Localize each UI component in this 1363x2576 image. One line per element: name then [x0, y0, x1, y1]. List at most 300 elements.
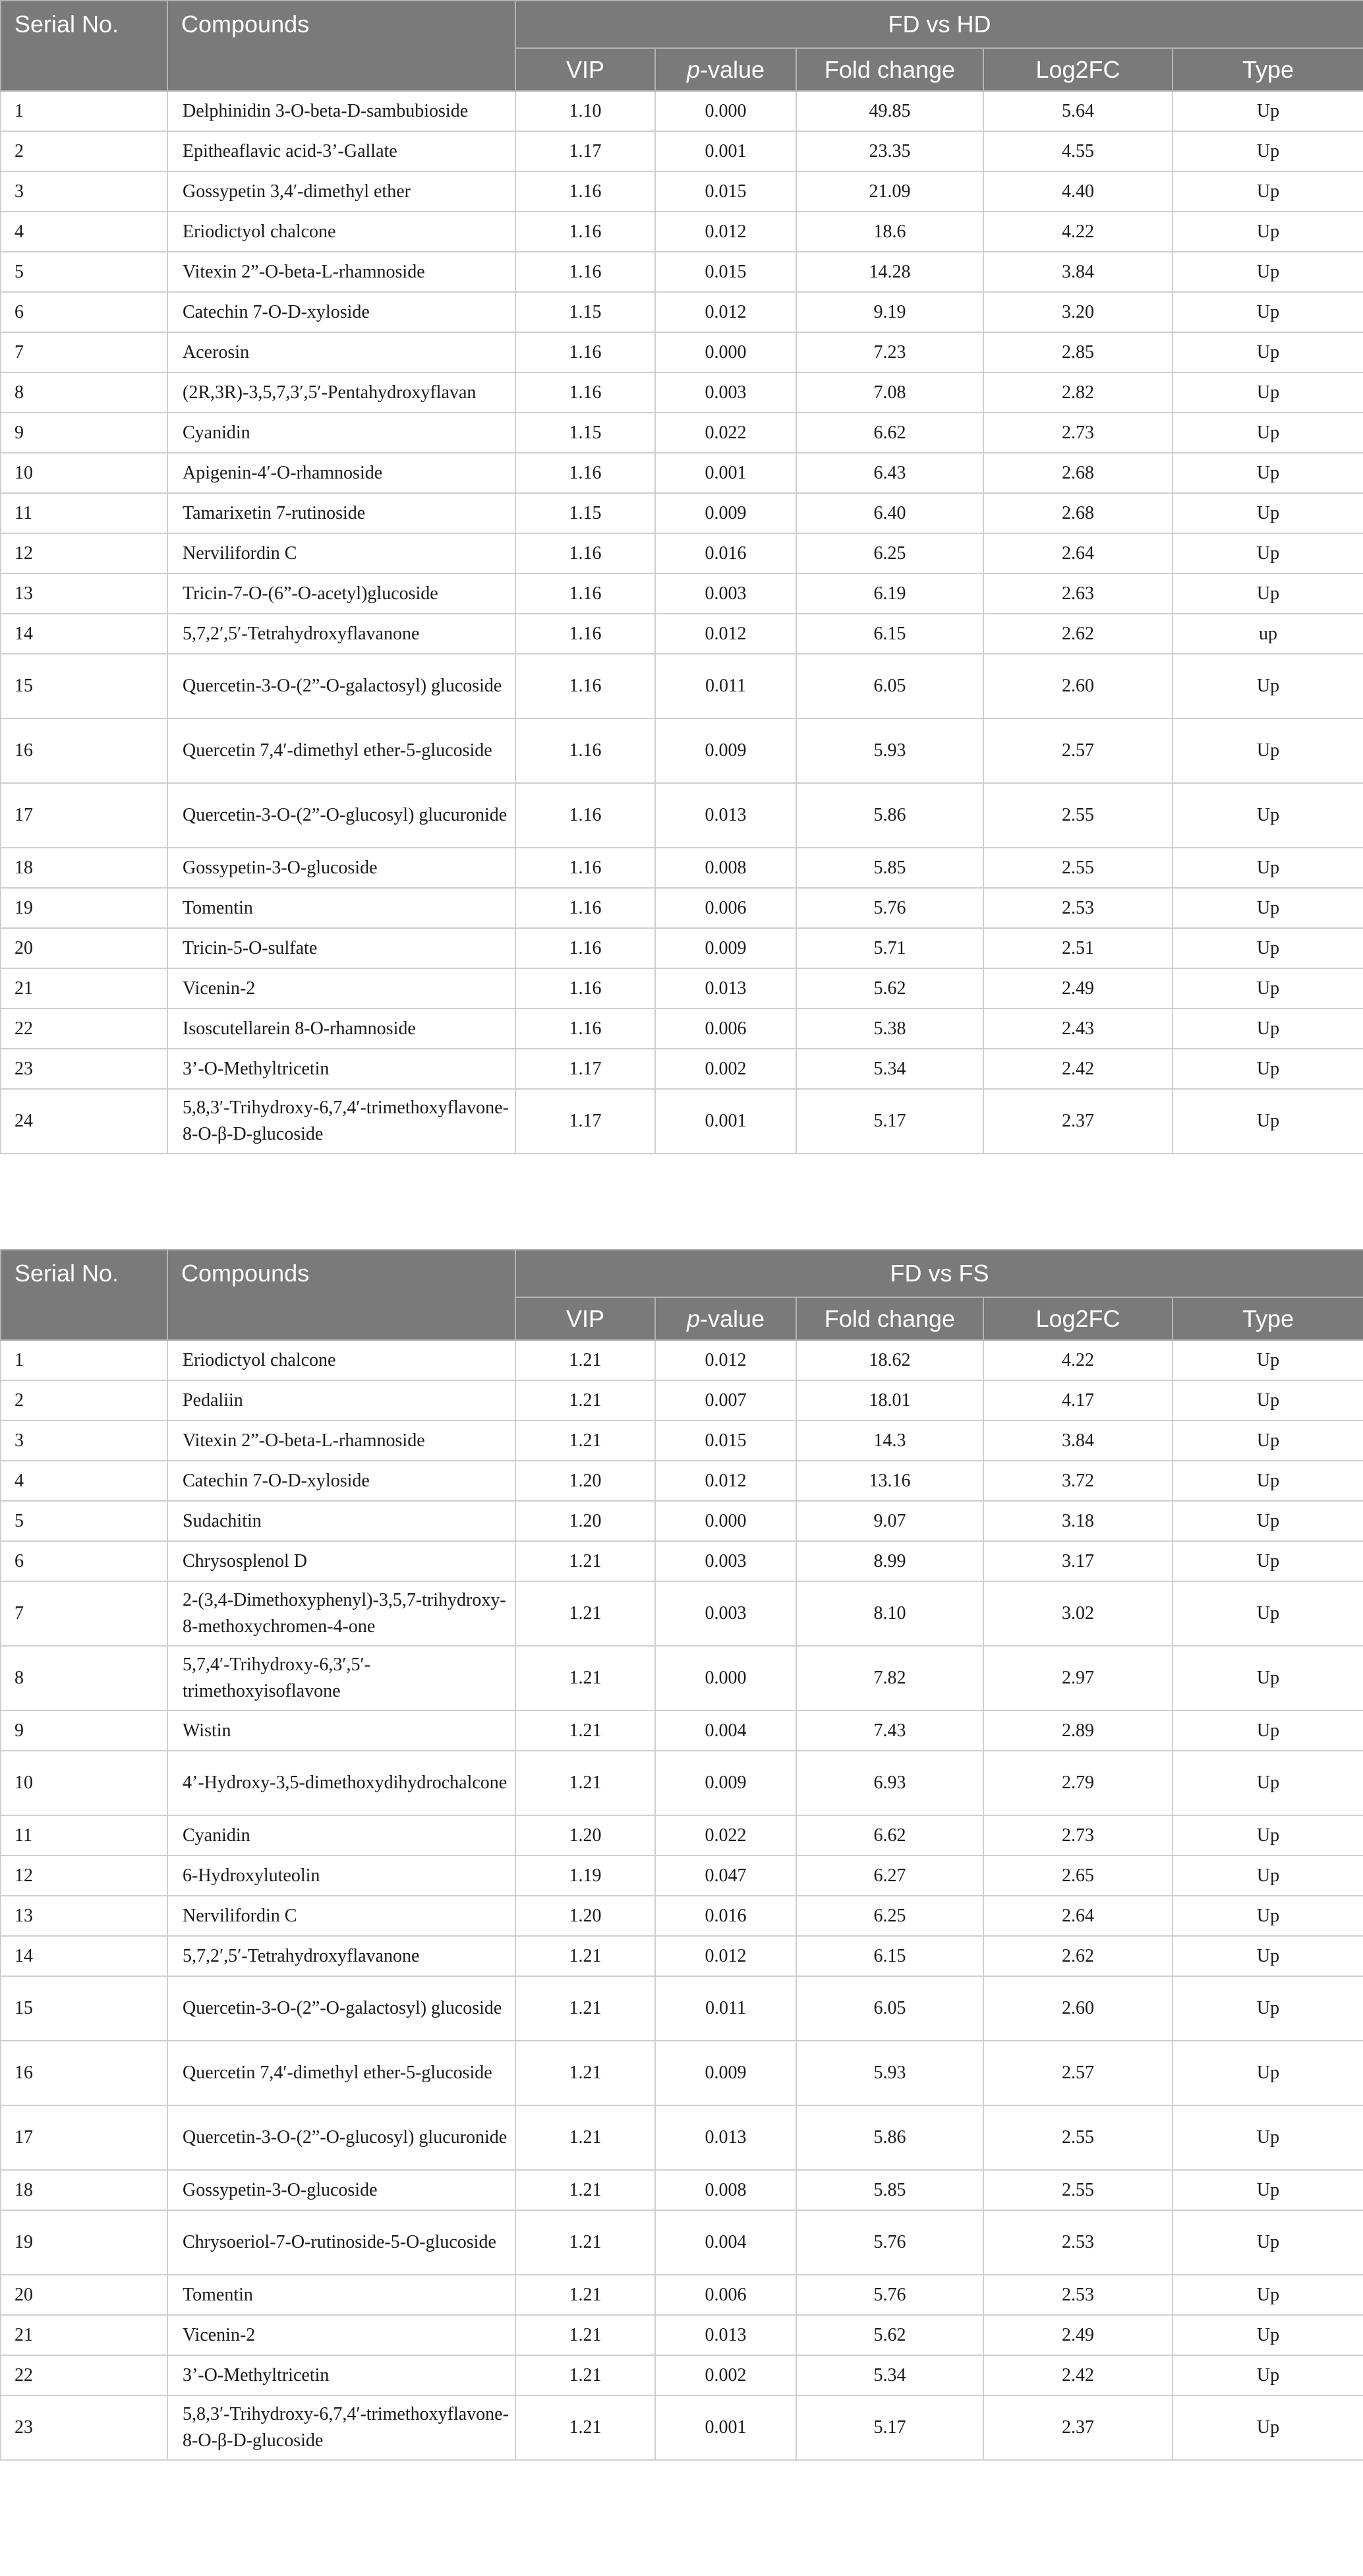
cell-log2fc: 2.89: [983, 1711, 1173, 1751]
cell-serial: 3: [1, 171, 167, 212]
cell-serial: 11: [1, 1815, 167, 1856]
cell-pvalue: 0.015: [655, 252, 796, 292]
table-row: [1, 614, 1363, 654]
cell-vip: 1.15: [515, 292, 655, 332]
table-row: [1, 2395, 1363, 2460]
cell-vip: 1.16: [515, 888, 655, 928]
cell-fold-change: 5.34: [796, 2355, 983, 2395]
header-group: FD vs FS: [515, 1250, 1363, 1297]
cell-compound: Gossypetin-3-O-glucoside: [167, 2170, 515, 2210]
cell-type: Up: [1173, 1501, 1363, 1541]
cell-log2fc: 4.40: [983, 171, 1173, 212]
cell-vip: 1.21: [515, 1936, 655, 1976]
cell-pvalue: 0.012: [655, 1461, 796, 1501]
cell-log2fc: 2.68: [983, 453, 1173, 493]
cell-compound: Apigenin-4′-O-rhamnoside: [167, 453, 515, 493]
cell-vip: 1.16: [515, 928, 655, 968]
cell-fold-change: 6.62: [796, 1815, 983, 1856]
cell-vip: 1.16: [515, 573, 655, 614]
header-compounds: Compounds: [167, 1, 515, 91]
cell-fold-change: 7.43: [796, 1711, 983, 1751]
cell-type: Up: [1173, 332, 1363, 372]
table-row: [1, 848, 1363, 888]
cell-log2fc: 3.17: [983, 1541, 1173, 1581]
table-row: [1, 91, 1363, 131]
cell-pvalue: 0.022: [655, 1815, 796, 1856]
table-row: [1, 1646, 1363, 1711]
cell-vip: 1.16: [515, 453, 655, 493]
cell-pvalue: 0.015: [655, 171, 796, 212]
table-row: [1, 1049, 1363, 1089]
table-row: [1, 928, 1363, 968]
cell-pvalue: 0.002: [655, 1049, 796, 1089]
cell-type: Up: [1173, 2275, 1363, 2315]
cell-fold-change: 21.09: [796, 171, 983, 212]
cell-pvalue: 0.013: [655, 783, 796, 848]
cell-fold-change: 5.93: [796, 718, 983, 783]
cell-vip: 1.21: [515, 2355, 655, 2395]
cell-log2fc: 2.42: [983, 1049, 1173, 1089]
cell-compound: 5,7,2′,5′-Tetrahydroxyflavanone: [167, 614, 515, 654]
cell-fold-change: 8.10: [796, 1581, 983, 1646]
cell-vip: 1.16: [515, 848, 655, 888]
cell-serial: 19: [1, 888, 167, 928]
cell-pvalue: 0.047: [655, 1856, 796, 1896]
cell-log2fc: 2.53: [983, 888, 1173, 928]
cell-serial: 4: [1, 1461, 167, 1501]
cell-vip: 1.15: [515, 413, 655, 453]
cell-type: Up: [1173, 2210, 1363, 2275]
header-serial: Serial No.: [1, 1250, 167, 1340]
cell-pvalue: 0.000: [655, 1646, 796, 1711]
cell-pvalue: 0.012: [655, 292, 796, 332]
cell-pvalue: 0.006: [655, 888, 796, 928]
cell-serial: 23: [1, 2395, 167, 2460]
cell-pvalue: 0.013: [655, 968, 796, 1009]
cell-vip: 1.16: [515, 212, 655, 252]
table-row: [1, 1420, 1363, 1461]
table-row: [1, 1501, 1363, 1541]
cell-pvalue: 0.013: [655, 2105, 796, 2170]
cell-pvalue: 0.012: [655, 1936, 796, 1976]
table-row: [1, 1896, 1363, 1936]
cell-vip: 1.16: [515, 783, 655, 848]
cell-serial: 12: [1, 1856, 167, 1896]
cell-fold-change: 9.19: [796, 292, 983, 332]
cell-log2fc: 2.60: [983, 654, 1173, 718]
cell-type: Up: [1173, 1646, 1363, 1711]
table-row: [1, 413, 1363, 453]
cell-pvalue: 0.009: [655, 1751, 796, 1815]
table-row: [1, 2170, 1363, 2210]
cell-serial: 17: [1, 2105, 167, 2170]
table-row: [1, 654, 1363, 718]
cell-vip: 1.16: [515, 533, 655, 573]
cell-vip: 1.16: [515, 171, 655, 212]
cell-fold-change: 6.15: [796, 614, 983, 654]
cell-fold-change: 5.85: [796, 2170, 983, 2210]
cell-vip: 1.20: [515, 1815, 655, 1856]
cell-fold-change: 6.93: [796, 1751, 983, 1815]
cell-fold-change: 5.85: [796, 848, 983, 888]
header-vip: VIP: [515, 48, 655, 91]
cell-compound: Isoscutellarein 8-O-rhamnoside: [167, 1009, 515, 1049]
cell-compound: (2R,3R)-3,5,7,3′,5′-Pentahydroxyflavan: [167, 372, 515, 413]
cell-type: Up: [1173, 453, 1363, 493]
cell-type: Up: [1173, 1581, 1363, 1646]
cell-fold-change: 7.08: [796, 372, 983, 413]
cell-compound: Wistin: [167, 1711, 515, 1751]
cell-fold-change: 5.38: [796, 1009, 983, 1049]
cell-vip: 1.21: [515, 1751, 655, 1815]
cell-fold-change: 5.86: [796, 2105, 983, 2170]
cell-log2fc: 2.65: [983, 1856, 1173, 1896]
header-fold-change: Fold change: [796, 48, 983, 91]
cell-pvalue: 0.016: [655, 533, 796, 573]
cell-serial: 10: [1, 453, 167, 493]
cell-log2fc: 2.53: [983, 2275, 1173, 2315]
cell-compound: 3’-O-Methyltricetin: [167, 2355, 515, 2395]
cell-serial: 9: [1, 413, 167, 453]
cell-compound: 6-Hydroxyluteolin: [167, 1856, 515, 1896]
table-row: [1, 2210, 1363, 2275]
cell-serial: 13: [1, 1896, 167, 1936]
cell-serial: 13: [1, 573, 167, 614]
cell-pvalue: 0.001: [655, 453, 796, 493]
cell-pvalue: 0.009: [655, 718, 796, 783]
cell-log2fc: 2.62: [983, 614, 1173, 654]
cell-vip: 1.20: [515, 1461, 655, 1501]
cell-type: Up: [1173, 1420, 1363, 1461]
cell-serial: 8: [1, 372, 167, 413]
header-compounds: Compounds: [167, 1250, 515, 1340]
cell-log2fc: 5.64: [983, 91, 1173, 131]
cell-serial: 5: [1, 252, 167, 292]
cell-vip: 1.20: [515, 1501, 655, 1541]
table-row: [1, 1711, 1363, 1751]
cell-type: Up: [1173, 1936, 1363, 1976]
cell-compound: Cyanidin: [167, 413, 515, 453]
cell-pvalue: 0.013: [655, 2315, 796, 2355]
cell-serial: 6: [1, 1541, 167, 1581]
cell-serial: 14: [1, 614, 167, 654]
cell-fold-change: 5.93: [796, 2041, 983, 2105]
cell-pvalue: 0.012: [655, 614, 796, 654]
cell-type: Up: [1173, 1089, 1363, 1154]
table-row: [1, 1461, 1363, 1501]
cell-log2fc: 3.02: [983, 1581, 1173, 1646]
cell-log2fc: 2.57: [983, 2041, 1173, 2105]
cell-type: Up: [1173, 2355, 1363, 2395]
cell-log2fc: 2.85: [983, 332, 1173, 372]
cell-serial: 6: [1, 292, 167, 332]
cell-serial: 21: [1, 2315, 167, 2355]
cell-fold-change: 18.62: [796, 1340, 983, 1380]
cell-serial: 15: [1, 654, 167, 718]
table-row: [1, 2041, 1363, 2105]
cell-serial: 18: [1, 848, 167, 888]
table-row: [1, 1380, 1363, 1420]
cell-fold-change: 5.76: [796, 2210, 983, 2275]
cell-pvalue: 0.002: [655, 2355, 796, 2395]
cell-fold-change: 8.99: [796, 1541, 983, 1581]
cell-fold-change: 5.34: [796, 1049, 983, 1089]
cell-vip: 1.21: [515, 2395, 655, 2460]
cell-fold-change: 6.05: [796, 1976, 983, 2041]
cell-serial: 16: [1, 718, 167, 783]
cell-fold-change: 23.35: [796, 131, 983, 171]
cell-pvalue: 0.000: [655, 1501, 796, 1541]
cell-type: Up: [1173, 1976, 1363, 2041]
cell-log2fc: 2.73: [983, 1815, 1173, 1856]
table-row: [1, 1751, 1363, 1815]
cell-type: Up: [1173, 1461, 1363, 1501]
header-serial: Serial No.: [1, 1, 167, 91]
cell-type: Up: [1173, 252, 1363, 292]
cell-fold-change: 6.15: [796, 1936, 983, 1976]
cell-pvalue: 0.009: [655, 928, 796, 968]
cell-type: Up: [1173, 493, 1363, 533]
cell-compound: 5,7,4′-Trihydroxy-6,3′,5′-trimethoxyisoflavone: [167, 1646, 515, 1711]
cell-compound: 3’-O-Methyltricetin: [167, 1049, 515, 1089]
header-pvalue-italic: p: [686, 55, 700, 83]
cell-vip: 1.16: [515, 252, 655, 292]
cell-type: Up: [1173, 718, 1363, 783]
cell-log2fc: 2.57: [983, 718, 1173, 783]
cell-vip: 1.17: [515, 131, 655, 171]
cell-serial: 16: [1, 2041, 167, 2105]
cell-type: Up: [1173, 848, 1363, 888]
cell-compound: Epitheaflavic acid-3’-Gallate: [167, 131, 515, 171]
cell-compound: Quercetin-3-O-(2”-O-glucosyl) glucuronide: [167, 783, 515, 848]
cell-vip: 1.17: [515, 1089, 655, 1154]
table-row: [1, 1856, 1363, 1896]
cell-fold-change: 5.76: [796, 2275, 983, 2315]
cell-pvalue: 0.009: [655, 2041, 796, 2105]
cell-fold-change: 14.3: [796, 1420, 983, 1461]
cell-type: Up: [1173, 2170, 1363, 2210]
cell-compound: Pedaliin: [167, 1380, 515, 1420]
cell-vip: 1.21: [515, 1420, 655, 1461]
cell-fold-change: 6.27: [796, 1856, 983, 1896]
cell-log2fc: 2.53: [983, 2210, 1173, 2275]
cell-type: Up: [1173, 1340, 1363, 1380]
cell-fold-change: 5.71: [796, 928, 983, 968]
cell-compound: Quercetin 7,4′-dimethyl ether-5-glucoside: [167, 718, 515, 783]
cell-type: Up: [1173, 1896, 1363, 1936]
cell-type: Up: [1173, 1751, 1363, 1815]
header-type: Type: [1173, 48, 1363, 91]
cell-log2fc: 4.22: [983, 1340, 1173, 1380]
cell-serial: 2: [1, 1380, 167, 1420]
table-row: [1, 718, 1363, 783]
table-row: [1, 332, 1363, 372]
cell-type: Up: [1173, 2315, 1363, 2355]
header-pvalue-suffix: -value: [699, 55, 765, 83]
cell-log2fc: 3.18: [983, 1501, 1173, 1541]
cell-type: Up: [1173, 783, 1363, 848]
cell-type: Up: [1173, 1380, 1363, 1420]
cell-compound: Eriodictyol chalcone: [167, 1340, 515, 1380]
header-pvalue: [655, 48, 796, 91]
cell-compound: Vitexin 2”-O-beta-L-rhamnoside: [167, 252, 515, 292]
cell-vip: 1.21: [515, 2315, 655, 2355]
cell-serial: 7: [1, 1581, 167, 1646]
cell-compound: Delphinidin 3-O-beta-D-sambubioside: [167, 91, 515, 131]
table-row: [1, 1936, 1363, 1976]
cell-serial: 24: [1, 1089, 167, 1154]
table-row: [1, 2105, 1363, 2170]
cell-fold-change: 49.85: [796, 91, 983, 131]
header-group: FD vs HD: [515, 1, 1363, 48]
cell-log2fc: 2.97: [983, 1646, 1173, 1711]
table-row: [1, 1581, 1363, 1646]
cell-type: Up: [1173, 2105, 1363, 2170]
table-fd-vs-hd: [0, 0, 1363, 1154]
cell-fold-change: 6.19: [796, 573, 983, 614]
cell-vip: 1.20: [515, 1896, 655, 1936]
cell-type: Up: [1173, 1711, 1363, 1751]
cell-compound: Quercetin-3-O-(2”-O-glucosyl) glucuronide: [167, 2105, 515, 2170]
cell-compound: Quercetin-3-O-(2”-O-galactosyl) glucoside: [167, 654, 515, 718]
cell-compound: Gossypetin-3-O-glucoside: [167, 848, 515, 888]
table-row: [1, 533, 1363, 573]
cell-compound: Tamarixetin 7-rutinoside: [167, 493, 515, 533]
cell-vip: 1.21: [515, 1380, 655, 1420]
cell-serial: 21: [1, 968, 167, 1009]
header-fold-change: Fold change: [796, 1297, 983, 1340]
cell-vip: 1.21: [515, 1541, 655, 1581]
cell-compound: Vicenin-2: [167, 968, 515, 1009]
cell-type: Up: [1173, 91, 1363, 131]
cell-pvalue: 0.008: [655, 2170, 796, 2210]
cell-compound: Quercetin-3-O-(2”-O-galactosyl) glucoside: [167, 1976, 515, 2041]
cell-fold-change: 6.25: [796, 1896, 983, 1936]
cell-serial: 1: [1, 91, 167, 131]
cell-vip: 1.21: [515, 2275, 655, 2315]
cell-compound: 5,8,3′-Trihydroxy-6,7,4′-trimethoxyflavone-8-O-β-D-glucoside: [167, 2395, 515, 2460]
table-row: [1, 1340, 1363, 1380]
cell-vip: 1.21: [515, 1646, 655, 1711]
cell-pvalue: 0.011: [655, 654, 796, 718]
cell-compound: Nervilifordin C: [167, 533, 515, 573]
cell-pvalue: 0.003: [655, 573, 796, 614]
cell-log2fc: 4.17: [983, 1380, 1173, 1420]
cell-vip: 1.16: [515, 654, 655, 718]
cell-fold-change: 6.43: [796, 453, 983, 493]
cell-compound: Tomentin: [167, 888, 515, 928]
cell-pvalue: 0.000: [655, 91, 796, 131]
cell-fold-change: 6.40: [796, 493, 983, 533]
cell-pvalue: 0.012: [655, 1340, 796, 1380]
cell-type: Up: [1173, 2041, 1363, 2105]
cell-compound: Tricin-7-O-(6”-O-acetyl)glucoside: [167, 573, 515, 614]
cell-type: Up: [1173, 372, 1363, 413]
cell-type: Up: [1173, 212, 1363, 252]
cell-vip: 1.21: [515, 1711, 655, 1751]
cell-type: Up: [1173, 131, 1363, 171]
cell-serial: 20: [1, 928, 167, 968]
cell-pvalue: 0.008: [655, 848, 796, 888]
cell-compound: Vitexin 2”-O-beta-L-rhamnoside: [167, 1420, 515, 1461]
cell-compound: Tomentin: [167, 2275, 515, 2315]
table-row: [1, 783, 1363, 848]
cell-fold-change: 18.01: [796, 1380, 983, 1420]
cell-serial: 8: [1, 1646, 167, 1711]
cell-type: Up: [1173, 888, 1363, 928]
cell-vip: 1.21: [515, 1581, 655, 1646]
cell-log2fc: 2.43: [983, 1009, 1173, 1049]
cell-log2fc: 2.62: [983, 1936, 1173, 1976]
cell-serial: 2: [1, 131, 167, 171]
cell-type: Up: [1173, 2395, 1363, 2460]
cell-serial: 17: [1, 783, 167, 848]
cell-fold-change: 5.17: [796, 1089, 983, 1154]
cell-serial: 1: [1, 1340, 167, 1380]
cell-serial: 18: [1, 2170, 167, 2210]
table-row: [1, 2315, 1363, 2355]
cell-log2fc: 3.84: [983, 252, 1173, 292]
cell-compound: 4’-Hydroxy-3,5-dimethoxydihydrochalcone: [167, 1751, 515, 1815]
cell-log2fc: 2.37: [983, 2395, 1173, 2460]
cell-log2fc: 4.22: [983, 212, 1173, 252]
cell-type: Up: [1173, 1541, 1363, 1581]
cell-log2fc: 2.63: [983, 573, 1173, 614]
cell-serial: 14: [1, 1936, 167, 1976]
cell-type: Up: [1173, 171, 1363, 212]
cell-log2fc: 2.49: [983, 968, 1173, 1009]
cell-pvalue: 0.006: [655, 1009, 796, 1049]
cell-compound: Catechin 7-O-D-xyloside: [167, 1461, 515, 1501]
cell-vip: 1.15: [515, 493, 655, 533]
table-row: [1, 1541, 1363, 1581]
cell-type: up: [1173, 614, 1363, 654]
cell-type: Up: [1173, 413, 1363, 453]
cell-serial: 20: [1, 2275, 167, 2315]
table-row: [1, 573, 1363, 614]
cell-type: Up: [1173, 968, 1363, 1009]
cell-vip: 1.16: [515, 372, 655, 413]
cell-log2fc: 2.68: [983, 493, 1173, 533]
cell-compound: Chrysoeriol-7-O-rutinoside-5-O-glucoside: [167, 2210, 515, 2275]
cell-fold-change: 9.07: [796, 1501, 983, 1541]
table-row: [1, 1089, 1363, 1154]
cell-pvalue: 0.006: [655, 2275, 796, 2315]
cell-compound: Chrysosplenol D: [167, 1541, 515, 1581]
cell-compound: Acerosin: [167, 332, 515, 372]
cell-pvalue: 0.001: [655, 1089, 796, 1154]
cell-compound: 5,7,2′,5′-Tetrahydroxyflavanone: [167, 1936, 515, 1976]
cell-type: Up: [1173, 1049, 1363, 1089]
cell-pvalue: 0.004: [655, 2210, 796, 2275]
cell-log2fc: 3.20: [983, 292, 1173, 332]
cell-log2fc: 2.55: [983, 2105, 1173, 2170]
cell-fold-change: 7.23: [796, 332, 983, 372]
cell-pvalue: 0.003: [655, 1581, 796, 1646]
cell-serial: 9: [1, 1711, 167, 1751]
header-vip: VIP: [515, 1297, 655, 1340]
table-row: [1, 372, 1363, 413]
cell-compound: Sudachitin: [167, 1501, 515, 1541]
cell-vip: 1.21: [515, 2041, 655, 2105]
cell-fold-change: 7.82: [796, 1646, 983, 1711]
cell-compound: Vicenin-2: [167, 2315, 515, 2355]
cell-serial: 15: [1, 1976, 167, 2041]
cell-vip: 1.16: [515, 1009, 655, 1049]
cell-pvalue: 0.022: [655, 413, 796, 453]
cell-vip: 1.17: [515, 1049, 655, 1089]
cell-log2fc: 2.51: [983, 928, 1173, 968]
